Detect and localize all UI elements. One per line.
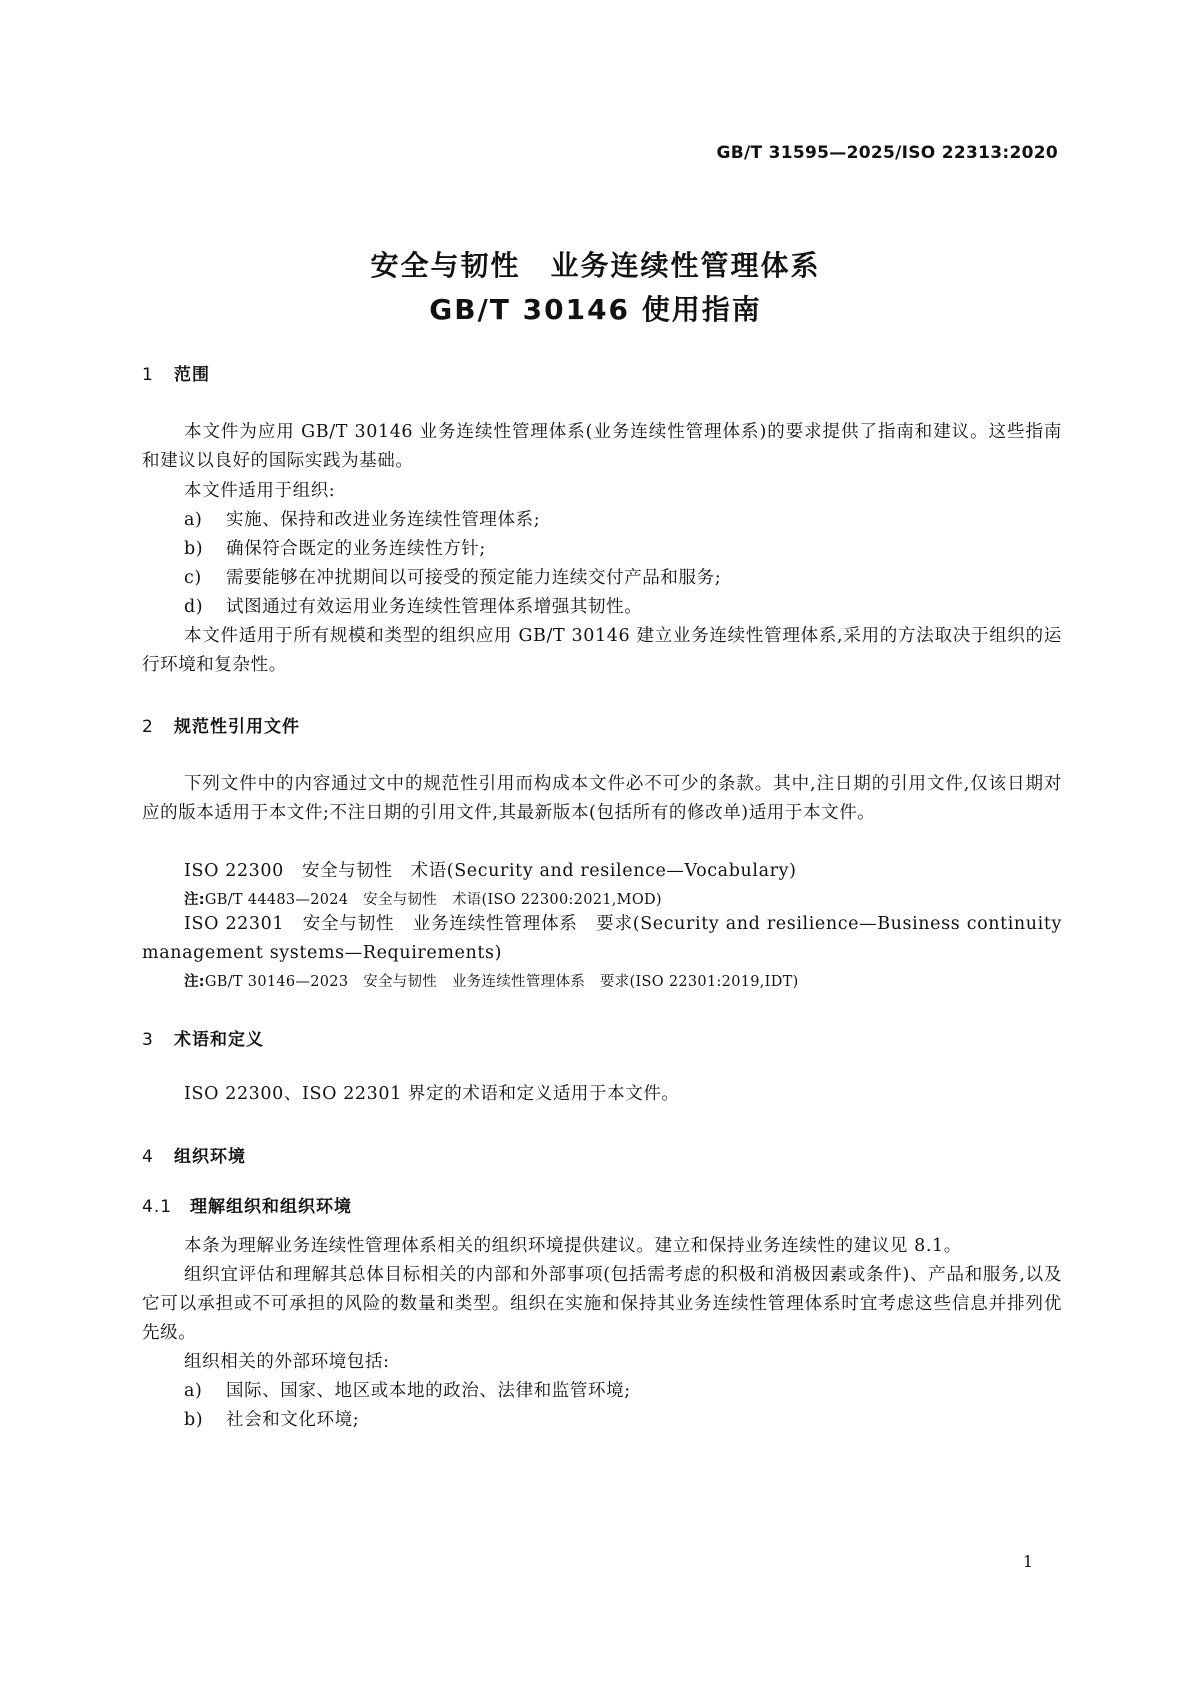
note-text: GB/T 30146—2023 安全与韧性 业务连续性管理体系 要求(ISO 22301:2019,IDT) — [204, 974, 799, 990]
section-3-heading — [142, 1025, 264, 1050]
paragraph: 本文件为应用 GB/T 30146 业务连续性管理体系(业务连续性管理体系)的要求提供了指南和建议。这些指南和建议以良好的国际实践为基础。 — [142, 422, 1062, 471]
list-label: c) — [184, 568, 202, 588]
section-title: 范围 — [174, 365, 210, 385]
section-2-heading — [142, 712, 300, 737]
section-number: 2 — [142, 717, 154, 737]
reference-entry: ISO 22301 安全与韧性 业务连续性管理体系 要求(Security and resilience—Business continuity management systems—Requirements) — [142, 914, 1062, 963]
section-title: 理解组织和组织环境 — [190, 1197, 352, 1217]
list-text: 实施、保持和改进业务连续性管理体系; — [226, 510, 541, 530]
paragraph: 本条为理解业务连续性管理体系相关的组织环境提供建议。建立和保持业务连续性的建议见 8.1。 — [184, 1236, 962, 1256]
note — [184, 970, 799, 991]
document-title-line1: 安全与韧性 业务连续性管理体系 — [370, 249, 821, 282]
page-number: 1 — [1022, 1552, 1033, 1571]
list-item — [184, 564, 721, 593]
section-title: 术语和定义 — [174, 1030, 264, 1050]
list-item — [184, 535, 486, 564]
list-text: 国际、国家、地区或本地的政治、法律和监管环境; — [226, 1381, 631, 1401]
list-text: 确保符合既定的业务连续性方针; — [226, 539, 486, 559]
list-item — [184, 1377, 631, 1406]
list-text: 社会和文化环境; — [226, 1410, 360, 1430]
note — [184, 888, 662, 909]
note-label: 注: — [184, 974, 205, 990]
paragraph: 组织相关的外部环境包括: — [184, 1352, 390, 1372]
list-label: a) — [184, 510, 203, 530]
section-number: 4 — [142, 1147, 154, 1167]
section-number: 1 — [142, 365, 154, 385]
section-number: 3 — [142, 1030, 154, 1050]
section-number: 4.1 — [142, 1197, 173, 1217]
paragraph: 组织宜评估和理解其总体目标相关的内部和外部事项(包括需考虑的积极和消极因素或条件)、产品和服务,以及它可以承担或不可承担的风险的数量和类型。组织在实施和保持其业务连续性管理体系时宜考虑这些信息并排列优先级。 — [142, 1265, 1062, 1343]
section-1-heading — [142, 360, 210, 385]
reference-entry: ISO 22300 安全与韧性 术语(Security and resilence—Vocabulary) — [184, 861, 797, 881]
list-item — [184, 506, 540, 535]
paragraph: 本文件适用于组织: — [184, 481, 336, 501]
list-label: b) — [184, 1410, 204, 1430]
paragraph: ISO 22300、ISO 22301 界定的术语和定义适用于本文件。 — [184, 1084, 680, 1104]
list-label: d) — [184, 597, 204, 617]
list-text: 试图通过有效运用业务连续性管理体系增强其韧性。 — [226, 597, 643, 617]
document-title-line2: GB/T 30146 使用指南 — [429, 293, 762, 326]
subsection-4-1-heading — [142, 1192, 352, 1217]
list-label: b) — [184, 539, 204, 559]
standard-id: GB/T 31595—2025/ISO 22313:2020 — [716, 143, 1058, 163]
paragraph: 本文件适用于所有规模和类型的组织应用 GB/T 30146 建立业务连续性管理体系,采用的方法取决于组织的运行环境和复杂性。 — [142, 626, 1062, 675]
section-title: 规范性引用文件 — [174, 717, 300, 737]
list-text: 需要能够在冲扰期间以可接受的预定能力连续交付产品和服务; — [226, 568, 722, 588]
list-item — [184, 593, 642, 622]
list-item — [184, 1406, 359, 1435]
section-4-heading — [142, 1142, 246, 1167]
paragraph: 下列文件中的内容通过文中的规范性引用而构成本文件必不可少的条款。其中,注日期的引用文件,仅该日期对应的版本适用于本文件;不注日期的引用文件,其最新版本(包括所有的修改单)适用于本文件。 — [142, 774, 1062, 823]
note-label: 注: — [184, 892, 205, 908]
note-text: GB/T 44483—2024 安全与韧性 术语(ISO 22300:2021,MOD) — [204, 892, 662, 908]
section-title: 组织环境 — [174, 1147, 246, 1167]
list-label: a) — [184, 1381, 203, 1401]
